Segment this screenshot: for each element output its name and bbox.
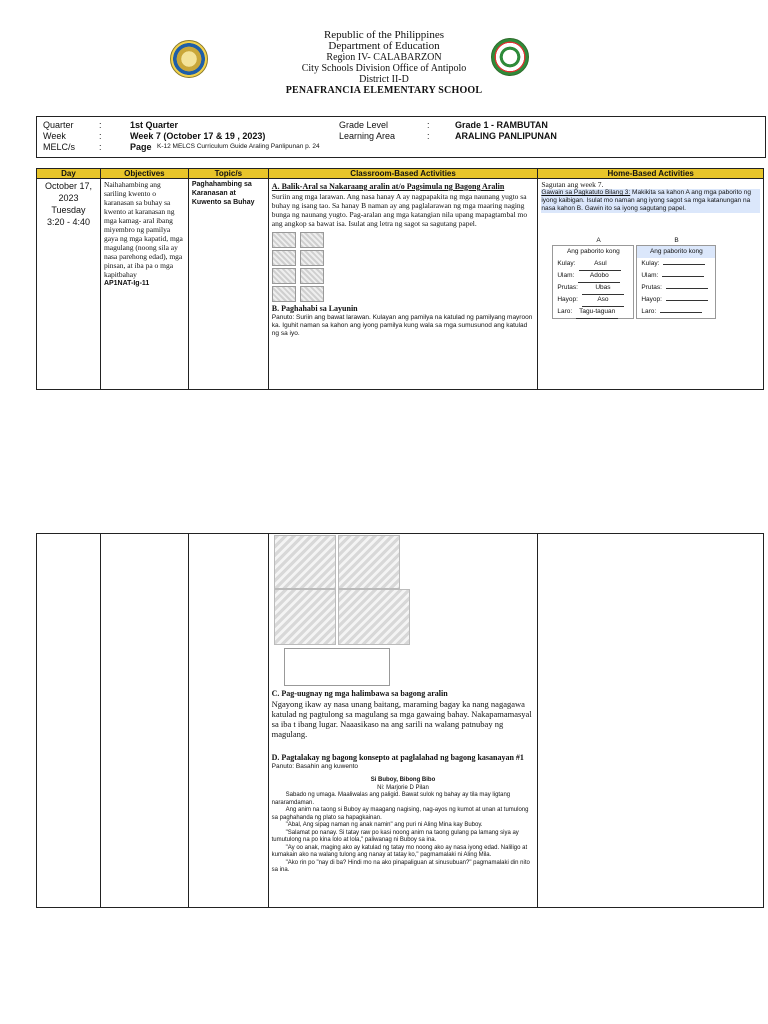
match-box-a-title: Ang paborito kong bbox=[566, 248, 620, 255]
topic-cell-empty bbox=[188, 534, 268, 908]
home-instruction-text: Makikita sa kahon A ang mga paborito ng iyong kaibigan. Isulat mo naman ang iyong sagot sa mga katanungan na nasa kahon B. Gawin ito sa iyong sagutang papel. bbox=[541, 189, 751, 212]
match-b-answer-line[interactable] bbox=[666, 300, 708, 301]
story-title: Si Buboy, Bibong Bibo bbox=[370, 777, 436, 783]
match-b-row bbox=[637, 270, 715, 282]
col-header-classroom: Classroom-Based Activities bbox=[268, 169, 538, 179]
colon: : bbox=[99, 142, 102, 152]
stages-pictures bbox=[272, 232, 535, 302]
day-weekday: Tuesday bbox=[51, 205, 86, 215]
page-label: Page bbox=[130, 142, 152, 152]
family-picture-1 bbox=[274, 535, 336, 589]
colon: : bbox=[99, 131, 102, 141]
story-paragraph: "Salamat po nanay. Si tatay raw po kasi noong anim na taong gulang pa lamang siya ay tumutulong na po kina lolo at lola," paliwanag ni Buboy sa ina. bbox=[271, 829, 519, 843]
match-a-value: Asul bbox=[579, 258, 621, 271]
match-b-key: Hayop: bbox=[641, 296, 662, 303]
classroom-cell bbox=[268, 179, 538, 390]
story-author: Ni: Marjorie D Pilan bbox=[377, 784, 429, 791]
header-line-5: District II-D bbox=[359, 74, 409, 85]
match-box-b-title: Ang paborito kong bbox=[637, 246, 715, 258]
day-time: 3:20 - 4:40 bbox=[46, 217, 90, 227]
lesson-info-box bbox=[36, 116, 766, 158]
family-picture-4 bbox=[338, 589, 410, 645]
match-a-key: Ulam: bbox=[557, 272, 575, 279]
family-picture-3 bbox=[274, 589, 336, 645]
match-b-row bbox=[637, 306, 715, 318]
section-a-body: Suriin ang mga larawan. Ang nasa hanay A ay nagpapakita ng mga naunang yugto sa buhay ng isang tao. Sa hanay B naman ay ang paglalarawan ng mga maaring naging bunga ng naunang yugto. Pag-aralan ang mga katangian nila upang mapagtambal mo ang angkop sa bawat isa. Isulat ang letra ng sagot sa sagutang papel. bbox=[271, 192, 528, 228]
match-b-answer-line[interactable] bbox=[663, 264, 705, 265]
area-value: ARALING PANLIPUNAN bbox=[455, 131, 557, 141]
match-col-a-label: A bbox=[596, 237, 601, 244]
match-b-key: Laro: bbox=[641, 308, 657, 315]
home-title: Sagutan ang week 7. bbox=[541, 180, 604, 189]
home-instruction-label: Gawain sa Pagkatuto Bilang 3: bbox=[541, 189, 631, 196]
match-b-row bbox=[637, 258, 715, 270]
header-line-3: Region IV- CALABARZON bbox=[326, 52, 442, 63]
page-value: K-12 MELCS Curriculum Guide Araling Panlipunan p. 24 bbox=[157, 143, 320, 150]
match-a-row bbox=[553, 282, 633, 294]
objectives-cell bbox=[100, 179, 188, 390]
section-d-subtitle: Panuto: Basahin ang kuwento bbox=[271, 763, 359, 770]
colon: : bbox=[99, 120, 102, 130]
match-b-row bbox=[637, 282, 715, 294]
match-a-value: Adobo bbox=[578, 270, 620, 283]
family-pictures bbox=[272, 535, 535, 685]
match-a-row bbox=[553, 270, 633, 282]
match-a-value: Aso bbox=[582, 294, 624, 307]
melc-label: MELC/s bbox=[43, 142, 76, 152]
col-header-topics: Topic/s bbox=[188, 169, 268, 179]
header-line-4: City Schools Division Office of Antipolo bbox=[301, 63, 467, 74]
match-b-answer-line[interactable] bbox=[660, 312, 702, 313]
objective-code: AP1NAT-Ig-11 bbox=[103, 280, 150, 287]
header-line-1: Republic of the Philippines bbox=[323, 29, 445, 41]
match-box-b-rows bbox=[637, 258, 715, 318]
topic-text: Paghahambing sa Karanasan at Kuwento sa Buhay bbox=[191, 181, 255, 206]
section-d-title: D. Pagtalakay ng bagong konsepto at paglalahad ng bagong kasanayan #1 bbox=[271, 753, 524, 762]
match-box-a bbox=[552, 245, 634, 319]
match-b-key: Ulam: bbox=[641, 272, 659, 279]
match-a-key: Hayop: bbox=[557, 296, 578, 303]
section-a-title: A. Balik-Aral sa Nakaraang aralin at/o Pagsimula ng Bagong Aralin bbox=[271, 182, 505, 191]
story-paragraph: Sabado ng umaga. Maaliwalas ang paligid. Bawat sulok ng bahay ay tila may ligtang nararamdaman. bbox=[271, 792, 511, 806]
story-body bbox=[272, 792, 535, 875]
story-paragraph: "Ay oo anak, maging ako ay katulad ng tatay mo noong ako ay nasa iyong edad. Naliligo at kumakain ako na walang tulong ang nanay at tatay ko," pagmamalaki ni Aling Mila. bbox=[271, 844, 528, 858]
match-b-answer-line[interactable] bbox=[662, 276, 704, 277]
objective-text: Naihahambing ang sariling kwento o karanasan sa buhay sa kwento at karanasan ng mga kamag- aral ibang miyembro ng pamilya gaya ng mga kapatid, mga magulang (noong sila ay nasa parehong edad), mga pinsan, at iba pa o mga kapitbahay bbox=[103, 180, 183, 279]
col-header-home: Home-Based Activities bbox=[538, 169, 764, 179]
match-a-value: Tagu-taguan bbox=[576, 306, 618, 319]
day-year: 2023 bbox=[58, 193, 79, 203]
lesson-table-page-2 bbox=[36, 533, 764, 908]
area-label: Learning Area bbox=[339, 131, 396, 141]
day-cell-empty bbox=[37, 534, 101, 908]
match-a-key: Laro: bbox=[557, 308, 573, 315]
draw-family-box[interactable] bbox=[284, 648, 390, 686]
match-b-key: Kulay: bbox=[641, 260, 660, 267]
classroom-cell-2 bbox=[268, 534, 538, 908]
home-cell bbox=[538, 179, 764, 390]
match-box-a-rows bbox=[553, 258, 633, 318]
picture-column-b bbox=[300, 232, 324, 302]
picture-column-a bbox=[272, 232, 296, 302]
quarter-value: 1st Quarter bbox=[130, 120, 179, 130]
match-a-value: Ubas bbox=[582, 282, 624, 295]
match-a-row bbox=[553, 294, 633, 306]
day-date: October 17, bbox=[44, 181, 92, 191]
match-b-row bbox=[637, 294, 715, 306]
match-a-row bbox=[553, 306, 633, 318]
document-header bbox=[0, 30, 768, 96]
story-paragraph: "Abal, Ang sipag naman ng anak namin" ang puri ni Aling Mina kay Buboy. bbox=[285, 822, 483, 828]
lesson-table-page-1 bbox=[36, 168, 764, 390]
section-b-title: B. Paghahabi sa Layunin bbox=[271, 304, 358, 313]
week-value: Week 7 (October 17 & 19 , 2023) bbox=[130, 131, 266, 141]
school-name: PENAFRANCIA ELEMENTARY SCHOOL bbox=[285, 85, 483, 96]
day-cell bbox=[37, 179, 101, 390]
story-paragraph: Ang anim na taong si Buboy ay maagang nagising, nag-ayos ng kumot at unan at tumulong sa paghahanda ng plato sa hapagkainan. bbox=[271, 807, 529, 821]
col-header-day: Day bbox=[37, 169, 101, 179]
match-a-key: Prutas: bbox=[557, 284, 578, 291]
match-a-key: Kulay: bbox=[557, 260, 576, 267]
topic-cell bbox=[188, 179, 268, 390]
colon: : bbox=[427, 131, 430, 141]
grade-value: Grade 1 - RAMBUTAN bbox=[455, 120, 548, 130]
match-box-b bbox=[636, 245, 716, 319]
match-col-b-label: B bbox=[674, 237, 679, 244]
quarter-label: Quarter bbox=[43, 120, 74, 130]
section-c-title: C. Pag-uugnay ng mga halimbawa sa bagong aralin bbox=[271, 689, 448, 698]
grade-label: Grade Level bbox=[339, 120, 389, 130]
section-b-body: Panuto: Suriin ang bawat larawan. Kulayan ang pamilya na katulad ng pamilyang mayroon ka. Iguhit naman sa kahon ang iyong pamilya kung wala sa mga sumusunod ang katulad ng sa iyo. bbox=[271, 314, 533, 337]
story-paragraph: "Ako rin po "nay di ba? Hindi mo na ako pinapaliguan at sinusubuan?" pagmamalaki din nito sa ina. bbox=[271, 859, 530, 873]
match-b-answer-line[interactable] bbox=[666, 288, 708, 289]
colon: : bbox=[427, 120, 430, 130]
home-cell-empty bbox=[538, 534, 764, 908]
home-instructions bbox=[541, 189, 760, 213]
section-c-body: Ngayong ikaw ay nasa unang baitang, maraming bagay ka nang nagagawa katulad ng pagtulong sa magulang sa mga gawaing bahay. Nakapamamasyal sa iba t ibang lugar. Naaasikaso na ang sarili na walang patnubay ng magulang. bbox=[271, 699, 532, 739]
header-line-2: Department of Education bbox=[328, 40, 440, 52]
match-a-row bbox=[553, 258, 633, 270]
match-b-key: Prutas: bbox=[641, 284, 662, 291]
objectives-cell-empty bbox=[100, 534, 188, 908]
col-header-objectives: Objectives bbox=[100, 169, 188, 179]
week-label: Week bbox=[43, 131, 66, 141]
family-picture-2 bbox=[338, 535, 400, 589]
